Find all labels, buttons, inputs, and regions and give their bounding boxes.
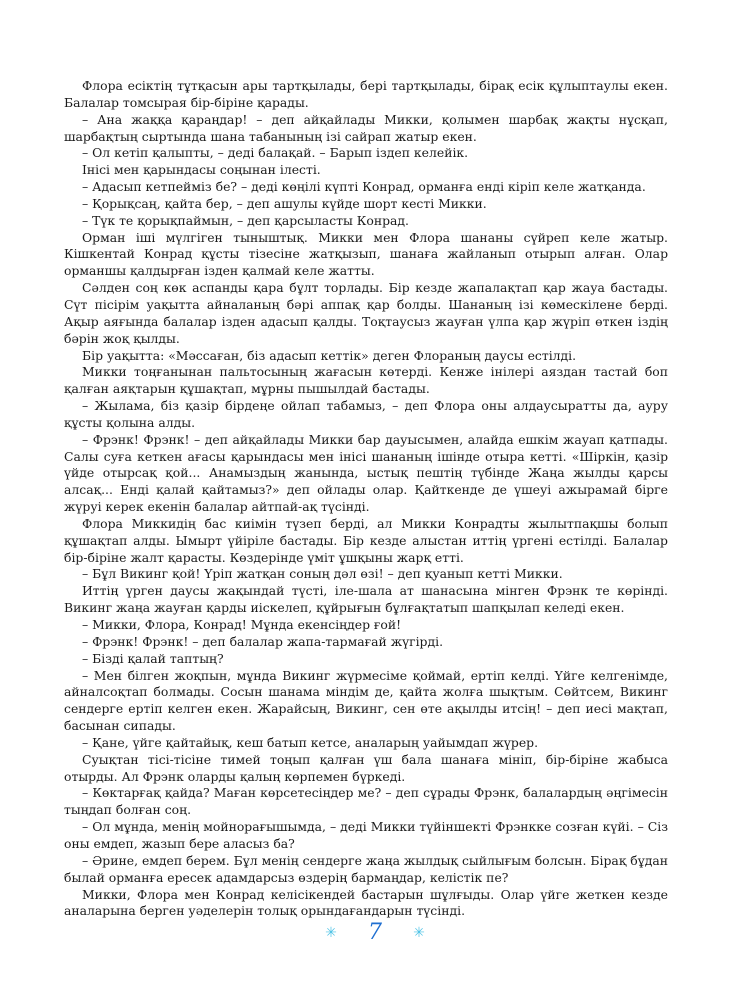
paragraph: – Жылама, біз қазір бірдеңе ойлап табамыз, – деп Флора оны алдаусыратты да, ауру құсты қолына алды. bbox=[64, 398, 668, 430]
paragraph: – Фрэнк! Фрэнк! – деп айқайлады Микки бар дауысымен, алайда ешкім жауап қатпады. Салы суға кеткен ағасы қарындасы мен інісі шананың ішінде отыра кетті. «Шіркін, қазір үйде отырсақ қой... Анамыздың жанында, ыстық пештің түбінде Жаңа жылды қарсы алсақ... Енді қалай қайтамыз?» деп ойлады олар. Қайткенде де үшеуі ажырамай бірге жүруі керек екенін балалар айтпай-ақ түсінді. bbox=[64, 431, 668, 515]
page-footer bbox=[0, 920, 750, 950]
paragraph: – Ол мұнда, менің мойнорағышымда, – деді Микки түйіншекті Фрэнкке созған күйі. – Сіз оны емдеп, жазып бере аласыз ба? bbox=[64, 819, 668, 851]
paragraph: – Фрэнк! Фрэнк! – деп балалар жапа-тармағай жүгірді. bbox=[82, 633, 444, 649]
paragraph: Флора есіктің тұтқасын ары тартқылады, бері тартқылады, бірақ есік құлыптаулы екен. Балалар томсырая бір-біріне қарады. bbox=[64, 78, 668, 110]
story-text bbox=[64, 78, 668, 920]
paragraph: – Қане, үйге қайтайық, кеш батып кетсе, аналарың уайымдап жүрер. bbox=[82, 734, 539, 750]
paragraph: Сәлден соң көк аспанды қара бұлт торлады. Бір кезде жапалақтап қар жауа бастады. Сүт пісірім уақытта айналаның бәрі аппақ қар болды. Шананың ізі көмескілене берді. Ақыр аяғында балалар ізден адасып қалды. Тоқтаусыз жауған үлпа қар жүріп өткен іздің бәрін жоқ қылды. bbox=[64, 280, 668, 346]
paragraph: Флора Миккидің бас киімін түзеп берді, ал Микки Конрадты жылытпақшы болып құшақтап алды. Ымырт үйіріле бастады. Бір кезде алыстан иттің үргені естілді. Балалар бір-біріне жалт қарасты. Көздерінде үміт ұшқыны жарқ етті. bbox=[64, 515, 668, 565]
page-number: 7 bbox=[368, 920, 382, 945]
paragraph: Иттің үрген даусы жақындай түсті, іле-шала ат шанасына мінген Фрэнк те көрінді. Викинг жаңа жауған қарды иіскелеп, құйрығын бұлғақтатып шапқылап келеді екен. bbox=[64, 583, 668, 616]
paragraph: Орман іші мүлгіген тыныштық. Микки мен Флора шананы сүйреп келе жатыр. Кішкентай Конрад құсты тізесіне жатқызып, шанаға жайланып отырып алған. Олар орманшы қалдырған ізден қалмай келе жатты. bbox=[64, 229, 668, 279]
paragraph: – Микки, Флора, Конрад! Мұнда екенсіңдер ғой! bbox=[82, 617, 402, 632]
paragraph: Суықтан тісі-тісіне тимей тоңып қалған үш бала шанаға мініп, бір-біріне жабыса отырды. Ал Фрэнк оларды қалың көрпемен бүркеді. bbox=[64, 751, 668, 784]
paragraph: – Адасып кетпейміз бе? – деді көңілі күпті Конрад, орманға енді кіріп келе жатқанда. bbox=[82, 179, 646, 195]
paragraph: – Көктарғақ қайда? Маған көрсетесіңдер ме? – деп сұрады Фрэнк, балалардың әңгімесін тыңдап болған соң. bbox=[64, 785, 668, 818]
paragraph: – Мен білген жоқпын, мұнда Викинг жүрмесіме қоймай, ертіп келді. Үйге келгенімде, айналсоқтап болмады. Сосын шанама міндім де, қайта жолға шықтым. Сөйтсем, Викинг сендерге ертіп келген екен. Жарайсың, Викинг, сен өте ақылды итсің! – деп иесі мақтап, басынан сипады. bbox=[64, 667, 668, 734]
paragraph: Микки, Флора мен Конрад келісікендей бастарын шұлғыды. Олар үйге жеткен кезде аналарына берген уәделерін толық орындағандарын түсінді. bbox=[64, 886, 668, 919]
paragraph: – Бұл Викинг қой! Үріп жатқан соның дәл өзі! – деп қуанып кетті Микки. bbox=[82, 566, 563, 582]
paragraph: – Әрине, емдеп берем. Бұл менің сендерге жаңа жылдық сыйлығым болсын. Бірақ бұдан былай орманға ересек адамдарсыз өздерің бармаңдар, келістік пе? bbox=[64, 852, 668, 885]
paragraph: Бір уақытта: «Мәссаған, біз адасып кеттік» деген Флораның даусы естілді. bbox=[82, 347, 577, 363]
paragraph: Микки тоңғанынан пальтосының жағасын көтерді. Кенже інілері аяздан тастай боп қалған аяқтарын құшақтап, мұрны пышылдай бастады. bbox=[64, 364, 668, 397]
snowflake-right-icon: ✳ bbox=[413, 924, 425, 941]
paragraph: Інісі мен қарындасы соңынан ілесті. bbox=[82, 162, 321, 178]
paragraph: – Бізді қалай таптың? bbox=[82, 650, 224, 666]
paragraph: – Қорықсаң, қайта бер, – деп ашулы күйде шорт кесті Микки. bbox=[82, 195, 487, 211]
snowflake-left-icon: ✳ bbox=[325, 924, 337, 941]
paragraph: – Ана жаққа қараңдар! – деп айқайлады Микки, қолымен шарбақ жақты нұсқап, шарбақтың сыртында шана табанының ізі сайрап жатыр екен. bbox=[64, 111, 668, 144]
paragraph: – Ол кетіп қалыпты, – деді балақай. – Барып іздеп келейік. bbox=[82, 145, 469, 161]
paragraph: – Түк те қорықпаймын, – деп қарсыласты Конрад. bbox=[82, 212, 409, 228]
